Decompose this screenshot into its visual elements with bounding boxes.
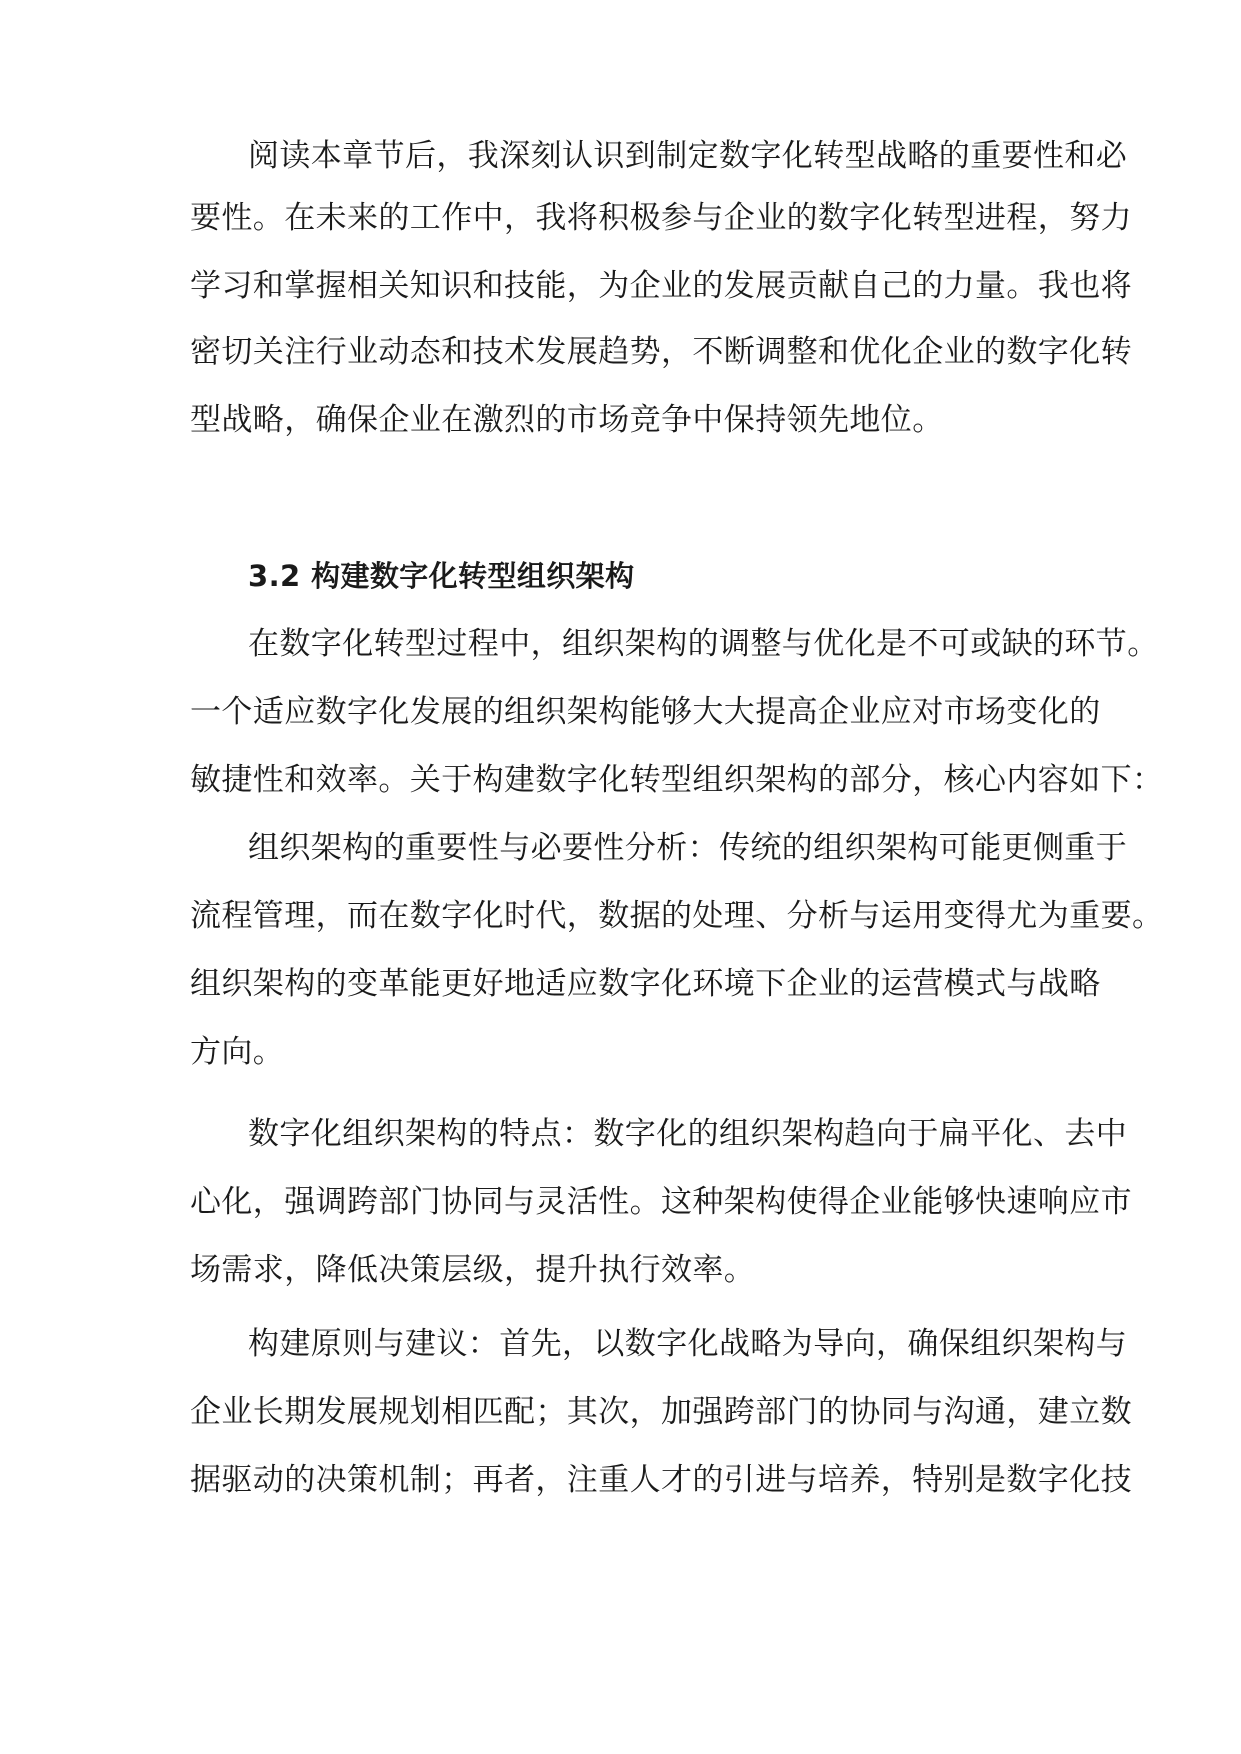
paragraph-line: 敏捷性和效率。关于构建数字化转型组织架构的部分，核心内容如下： [190, 762, 1164, 798]
paragraph-line: 场需求，降低决策层级，提升执行效率。 [190, 1252, 756, 1288]
paragraph-line: 密切关注行业动态和技术发展趋势，不断调整和优化企业的数字化转 [190, 334, 1132, 370]
paragraph-line: 一个适应数字化发展的组织架构能够大大提高企业应对市场变化的 [190, 694, 1101, 730]
paragraph-line: 组织架构的变革能更好地适应数字化环境下企业的运营模式与战略 [190, 966, 1101, 1002]
paragraph-line: 型战略，确保企业在激烈的市场竞争中保持领先地位。 [190, 402, 944, 438]
paragraph-line: 方向。 [190, 1034, 285, 1070]
section-heading: 3.2 构建数字化转型组织架构 [248, 559, 635, 593]
paragraph-line: 阅读本章节后，我深刻认识到制定数字化转型战略的重要性和必 [248, 138, 1128, 174]
paragraph-line: 构建原则与建议：首先，以数字化战略为导向，确保组织架构与 [248, 1326, 1128, 1362]
paragraph-line: 学习和掌握相关知识和技能，为企业的发展贡献自己的力量。我也将 [190, 268, 1132, 304]
paragraph-line: 企业长期发展规划相匹配；其次，加强跨部门的协同与沟通，建立数 [190, 1394, 1132, 1430]
paragraph-line: 据驱动的决策机制；再者，注重人才的引进与培养，特别是数字化技 [190, 1462, 1132, 1498]
paragraph-line: 要性。在未来的工作中，我将积极参与企业的数字化转型进程，努力 [190, 200, 1132, 236]
paragraph-line: 组织架构的重要性与必要性分析：传统的组织架构可能更侧重于 [248, 830, 1128, 866]
paragraph-line: 在数字化转型过程中，组织架构的调整与优化是不可或缺的环节。 [248, 626, 1159, 662]
paragraph-line: 数字化组织架构的特点：数字化的组织架构趋向于扁平化、去中 [248, 1116, 1128, 1152]
paragraph-line: 心化，强调跨部门协同与灵活性。这种架构使得企业能够快速响应市 [190, 1184, 1132, 1220]
paragraph-line: 流程管理，而在数字化时代，数据的处理、分析与运用变得尤为重要。 [190, 898, 1164, 934]
